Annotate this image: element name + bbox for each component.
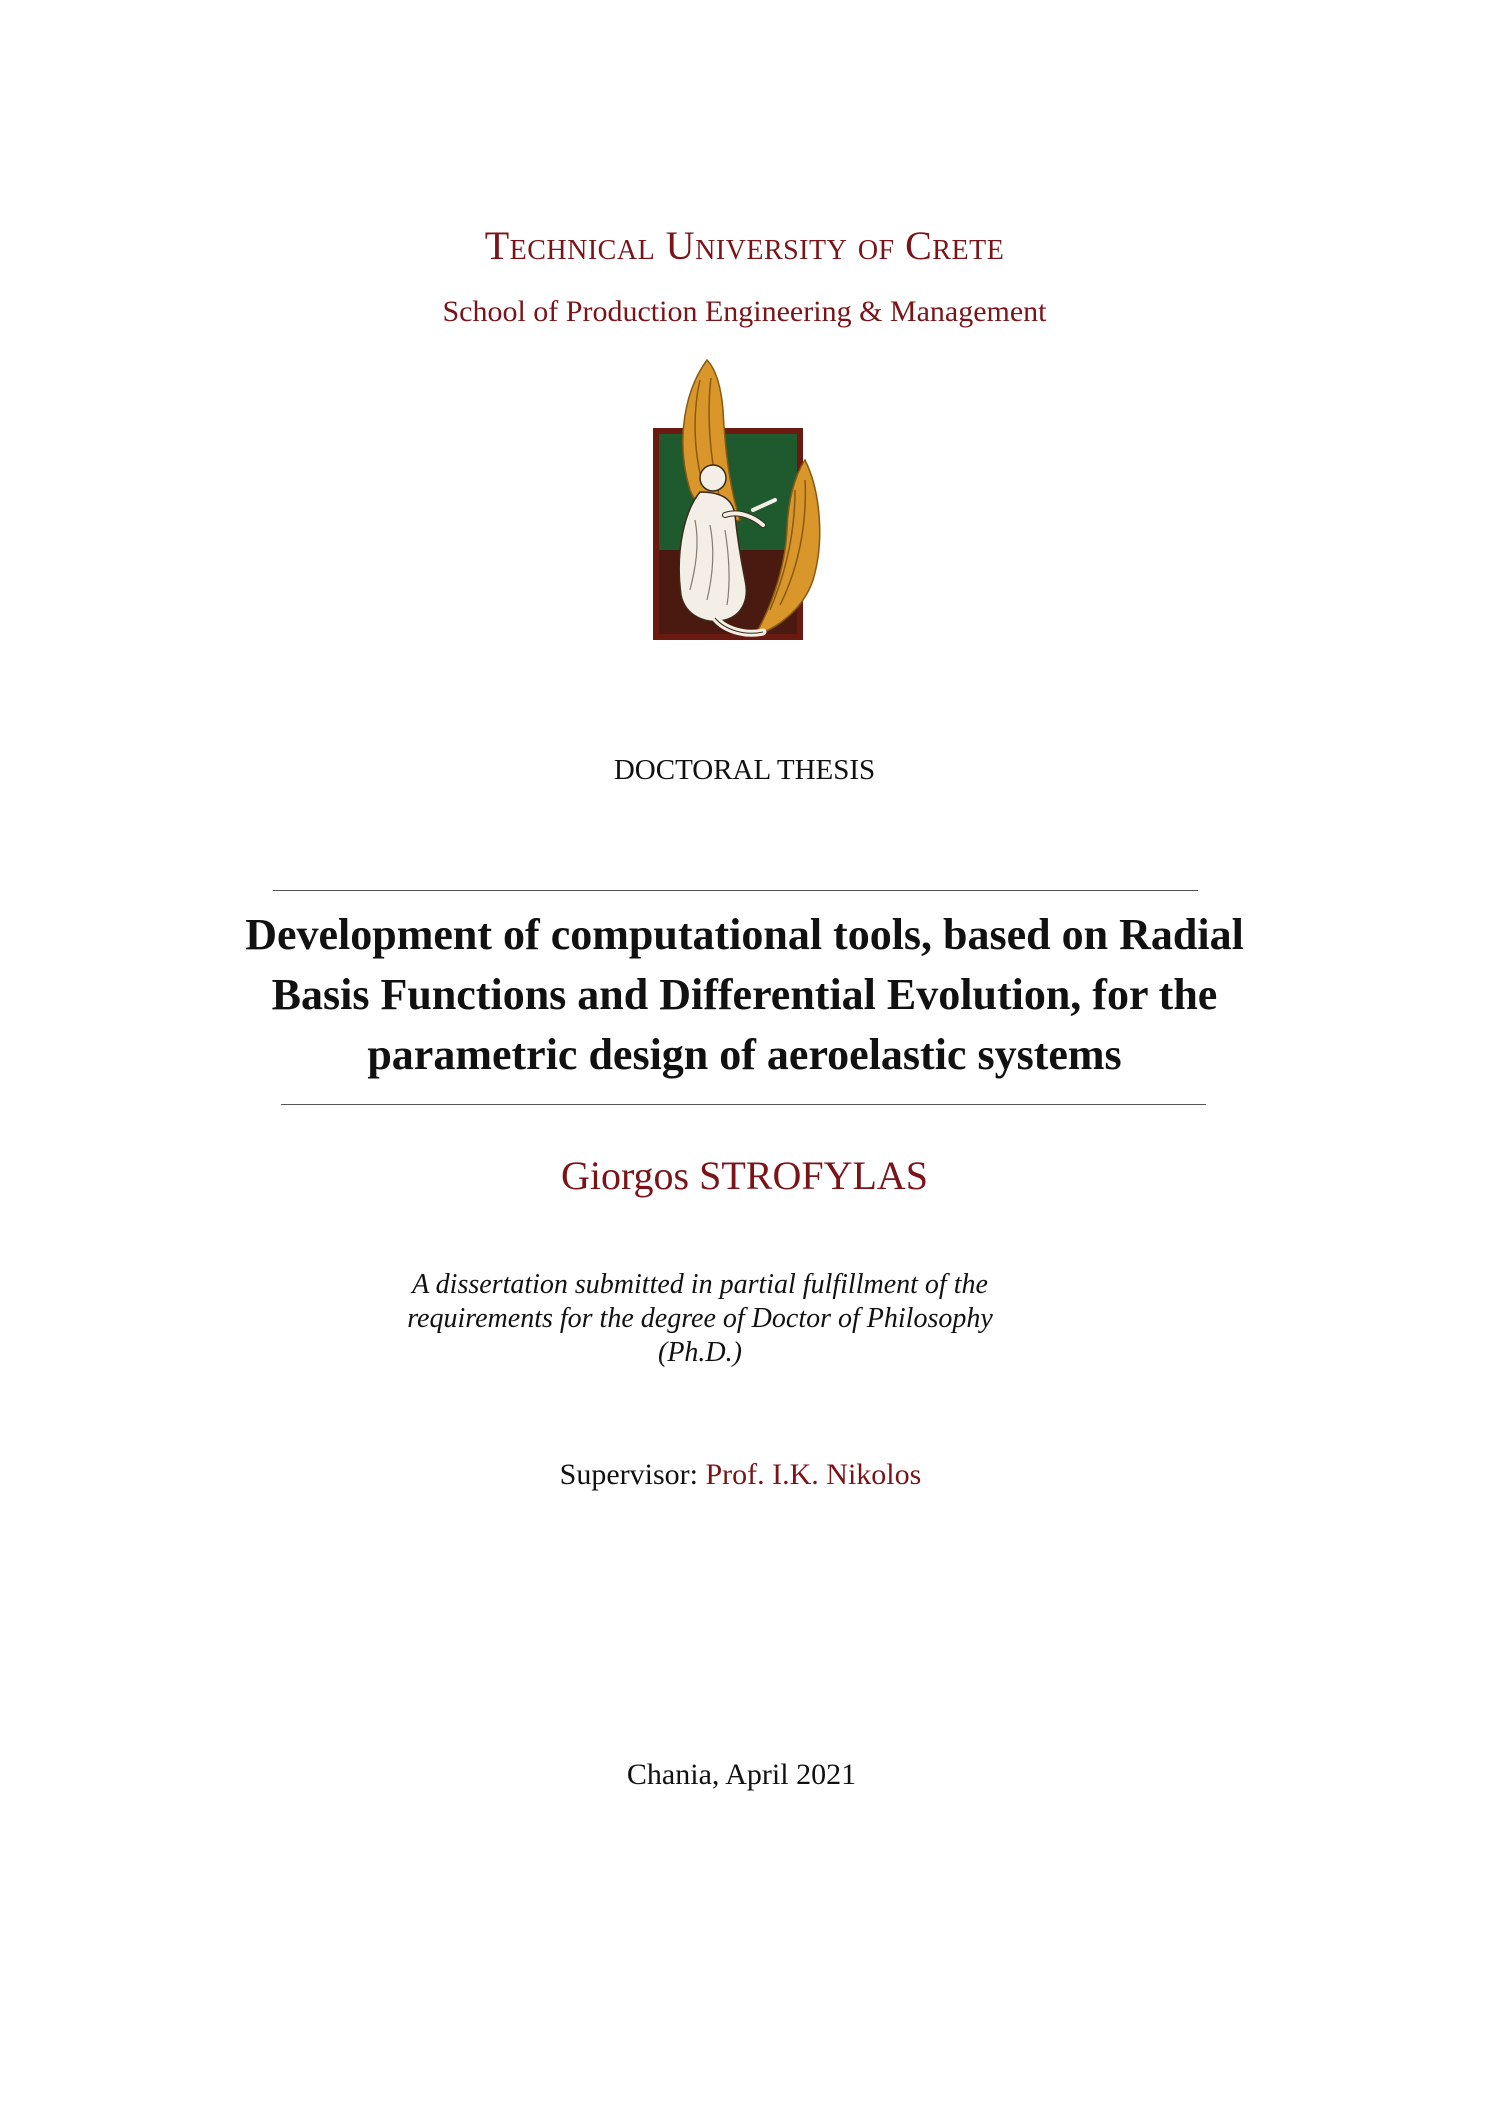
dissertation-line: requirements for the degree of Doctor of Philosophy: [407, 1303, 993, 1334]
author-name: Giorgos STROFYLAS: [560, 1153, 929, 1198]
place-date: Chania, April 2021: [626, 1758, 857, 1791]
thesis-title-line: parametric design of aeroelastic systems: [367, 1030, 1122, 1079]
university-name-text: Technical University of Crete: [484, 223, 1005, 268]
emblem-svg: [645, 350, 845, 650]
dissertation-line: A dissertation submitted in partial fulfillment of the: [412, 1269, 988, 1300]
title-divider-bottom: [281, 1104, 1206, 1105]
university-name: [0, 218, 1489, 274]
dissertation-statement: [300, 1268, 1100, 1370]
supervisor-label: Supervisor:: [559, 1458, 698, 1491]
dissertation-line: (Ph.D.): [658, 1337, 742, 1368]
supervisor-name: Prof. I.K. Nikolos: [705, 1458, 922, 1491]
title-divider-top: [273, 890, 1198, 891]
university-emblem-icon: [645, 350, 845, 650]
document-type: DOCTORAL THESIS: [613, 754, 876, 786]
supervisor: [0, 1455, 1485, 1495]
school-name: School of Production Engineering & Management: [442, 295, 1047, 328]
thesis-title-line: Basis Functions and Differential Evolution, for the: [271, 970, 1218, 1019]
thesis-title-line: Development of computational tools, based on Radial: [245, 910, 1244, 959]
thesis-title: [0, 905, 1489, 1085]
